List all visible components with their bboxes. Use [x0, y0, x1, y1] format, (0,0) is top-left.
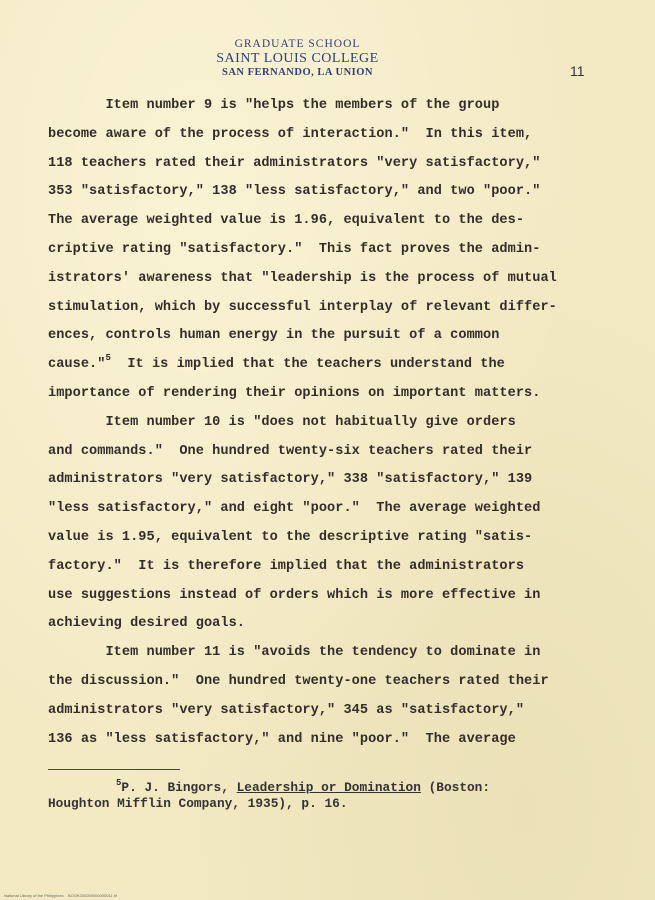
footnote-divider — [48, 769, 180, 770]
footnote-author: P. J. Bingors, — [121, 780, 237, 795]
text-line: Item number 9 is "helps the members of the group — [48, 98, 500, 113]
footnote-marker: 5 — [116, 778, 122, 788]
text-line: Item number 11 is "avoids the tendency to dominate in — [48, 645, 541, 661]
page-number: 11 — [570, 63, 585, 79]
text-line: istrators' awareness that "leadership is the process of mutual — [48, 270, 557, 286]
text-line: and commands." One hundred twenty-six teachers rated their — [48, 443, 533, 459]
text-line: "less satisfactory," and eight "poor." The average weighted — [48, 501, 541, 517]
text-line: The average weighted value is 1.96, equivalent to the des- — [48, 213, 525, 229]
text-fragment: cause." — [48, 357, 106, 373]
text-line: achieving desired goals. — [48, 616, 245, 632]
footnote — [48, 780, 608, 812]
text-line: ences, controls human energy in the pursuit of a common — [48, 328, 500, 344]
text-line: importance of rendering their opinions on important matters. — [48, 385, 541, 401]
footnote-title: Leadership or Domination — [236, 780, 421, 795]
footnote-publisher-start: (Boston: — [420, 780, 491, 795]
letterhead-college: SAINT LOUIS COLLEGE — [216, 51, 379, 66]
text-line: use suggestions instead of orders which is more effective in — [48, 587, 541, 603]
archive-strip: National Library of the Philippines BOOK000000000000011 tif — [4, 893, 117, 898]
text-line: administrators "very satisfactory," 345 as "satisfactory," — [48, 702, 525, 718]
text-line: criptive rating "satisfactory." This fact proves the admin- — [48, 241, 541, 257]
text-line: become aware of the process of interaction." In this item, — [48, 126, 533, 142]
letterhead-school: GRADUATE SCHOOL — [234, 38, 361, 50]
text-line: stimulation, which by successful interplay of relevant differ- — [48, 299, 557, 315]
text-fragment: It is implied that the teachers understand the — [110, 357, 505, 373]
text-line: 353 "satisfactory," 138 "less satisfactory," and two "poor." — [48, 184, 541, 200]
footnote-line: Houghton Mifflin Company, 1935), p. 16. — [48, 796, 348, 811]
text-line: administrators "very satisfactory," 338 "satisfactory," 139 — [48, 472, 533, 488]
text-line-with-footnote — [48, 351, 608, 380]
text-line: Item number 10 is "does not habitually give orders — [48, 414, 516, 430]
footnote-line — [48, 780, 608, 796]
text-line: the discussion." One hundred twenty-one teachers rated their — [48, 673, 549, 689]
text-line: 136 as "less satisfactory," and nine "poor." The average — [48, 731, 516, 747]
letterhead — [0, 38, 595, 79]
text-line: 118 teachers rated their administrators "very satisfactory," — [48, 155, 541, 171]
footnote-reference: 5 — [105, 353, 111, 364]
letterhead-place: SAN FERNANDO, LA UNION — [221, 67, 373, 78]
body-text — [48, 92, 608, 754]
text-line: factory." It is therefore implied that the administrators — [48, 558, 525, 574]
text-line: value is 1.95, equivalent to the descriptive rating "satis- — [48, 529, 533, 545]
